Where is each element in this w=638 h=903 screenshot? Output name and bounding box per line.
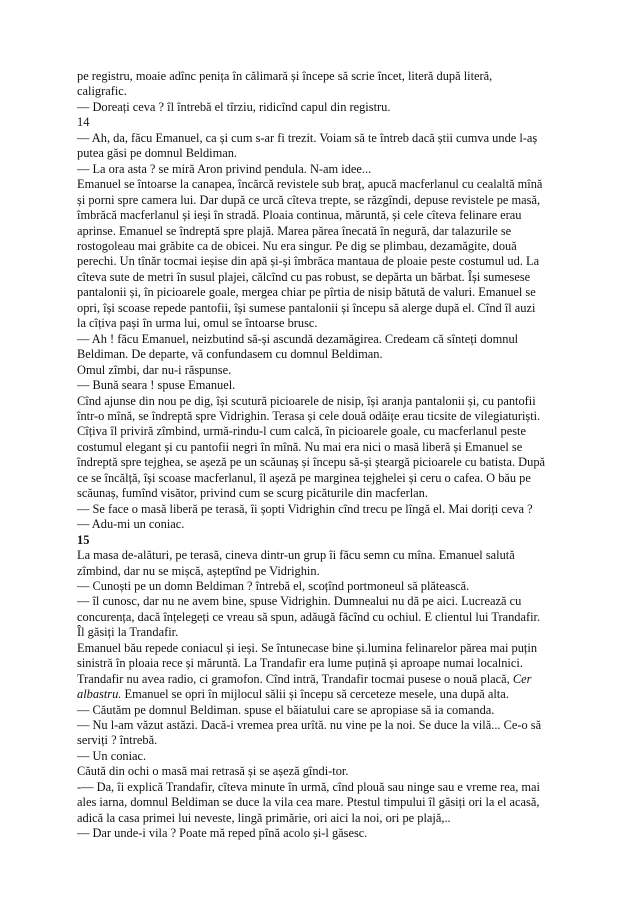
line-text: sinistră în ploaia rece și măruntă. La Trandafir era lume puțină și aproape numai localnici. [77, 656, 523, 671]
line-text: concurența, dacă înțelegeți ce vreau să spun, adăugă făcînd cu ochiul. E clientul lui Trandafir. [77, 609, 541, 624]
text-line [77, 193, 578, 208]
line-text: — îl cunosc, dar nu ne avem bine, spuse Vidrighin. Dumnealui nu dă pe aici. Lucrează cu [77, 594, 522, 609]
line-text: Cîțiva îl priviră zîmbind, urmă-rindu-l cum calcă, în picioarele goale, cu macferlanul peste [77, 424, 526, 439]
text-line [77, 69, 578, 84]
line-text: — Adu-mi un coniac. [77, 517, 185, 532]
italic-title: albastru. [77, 687, 122, 702]
text-line [77, 208, 578, 223]
text-line [77, 826, 578, 841]
line-text: opri, își scoase repede pantofii, își sumese pantalonii și începu să alerge după el. Cînd îl auzi [77, 300, 536, 315]
text-line [77, 254, 578, 269]
chapter-number [77, 533, 578, 548]
text-line [77, 455, 578, 470]
text-line [77, 564, 578, 579]
text-line [77, 285, 578, 300]
line-text: — Se face o masă liberă pe terasă, îi șopti Vidrighin cînd trecu pe lîngă el. Mai doriți ceva ? [77, 501, 533, 516]
line-text: ales iarna, domnul Beldiman se duce la vila cea mare. Ptestul timpului îl găsiți ori la el acasă, [77, 795, 540, 810]
line-text: 15 [77, 532, 90, 547]
text-line [77, 332, 578, 347]
text-line [77, 687, 578, 702]
text-line [77, 486, 578, 501]
line-text: și porni spre camera lui. Dar după ce urcă cîteva trepte, se răzgîndi, depuse revistele pe masă, [77, 192, 541, 207]
line-text: adică la casa primei lui neveste, lingă primărie, ori aici la noi, ori pe plajă,.. [77, 810, 451, 825]
text-line [77, 471, 578, 486]
line-text: într-o mînă, se îndreptă spre Vidrighin. Terasa și cele două odăițe erau ticsite de vilegiaturiști. [77, 408, 541, 423]
line-text: Căută din ochi o masă mai retrasă și se așeză gîndi-tor. [77, 764, 349, 779]
text-line [77, 146, 578, 161]
line-text: — Nu l-am văzut astăzi. Dacă-i vremea prea urîtă. nu vine pe la noi. Se duce la vilă... Ce-o să [77, 718, 542, 733]
text-line [77, 394, 578, 409]
text-line [77, 224, 578, 239]
italic-title: Cer [512, 671, 532, 686]
line-text: Beldiman. De departe, vă confundasem cu domnul Beldiman. [77, 347, 383, 362]
text-line [77, 162, 578, 177]
line-text: — Bună seara ! spuse Emanuel. [77, 378, 236, 393]
line-text: scăunaș, fumînd visător, privind cum se scurg picăturile din macferlan. [77, 486, 428, 501]
line-text: — Doreați ceva ? îl întrebă el tîrziu, ridicînd capul din registru. [77, 99, 391, 114]
line-text: La masa de-alături, pe terasă, cineva dintr-un grup îi făcu semn cu mîna. Emanuel salută [77, 548, 515, 563]
line-text: aprinse. Emanuel se îndreptă spre plajă. Marea părea înecată în negură, dar talazurile se [77, 223, 512, 238]
line-text: serviți ? întrebă. [77, 733, 158, 748]
text-line [77, 764, 578, 779]
text-line [77, 548, 578, 563]
text-line [77, 656, 578, 671]
text-line [77, 703, 578, 718]
text-line [77, 641, 578, 656]
text-line [77, 84, 578, 99]
text-line [77, 270, 578, 285]
text-line [77, 517, 578, 532]
text-line [77, 100, 578, 115]
line-text: 14 [77, 115, 90, 130]
text-line [77, 780, 578, 795]
text-line [77, 363, 578, 378]
text-line [77, 594, 578, 609]
line-text: Omul zîmbi, dar nu-i răspunse. [77, 362, 232, 377]
text-line [77, 579, 578, 594]
text-line [77, 749, 578, 764]
line-text: — Căutăm pe domnul Beldiman. spuse el băiatului care se apropiase să ia comanda. [77, 702, 495, 717]
text-line [77, 131, 578, 146]
line-text: zîmbind, dar nu se mișcă, așteptînd pe Vidrighin. [77, 563, 320, 578]
line-text: Emanuel bău repede coniacul și ieși. Se întunecase bine și.lumina felinarelor părea mai puțin [77, 640, 538, 655]
line-text: caligrafic. [77, 84, 127, 99]
line-text: pe registru, moaie adînc penița în călimară și începe să scrie încet, literă după literă, [77, 69, 493, 83]
text-line [77, 115, 578, 130]
line-text: Îl găsiți la Trandafir. [77, 625, 179, 640]
line-text: rostogoleau mai grăbite ca de obicei. Nu era singur. Pe dig se plimbau, dezamăgite, două [77, 238, 517, 253]
text-line [77, 625, 578, 640]
text-line [77, 672, 578, 687]
text-line [77, 301, 578, 316]
line-text: Emanuel se întoarse la canapea, încărcă revistele sub braț, apucă macferlanul cu cealaltă mînă [77, 177, 543, 192]
line-text: Trandafir nu avea radio, ci gramofon. Cînd intră, Trandafir tocmai pusese o nouă placă, [77, 671, 513, 686]
text-line [77, 733, 578, 748]
line-text: costumul elegant și cu pantofii negri în mînă. Nu mai era nici o masă liberă și Emanuel se [77, 439, 523, 454]
line-text: îmbrăcă macferlanul și ieși în stradă. Ploaia continua, măruntă, și cele cîteva felinare erau [77, 208, 522, 223]
line-text: perechi. Un tînăr tocmai ieșise din apă și-și îmbrăca mantaua de ploaie peste costumul ud. La [77, 254, 540, 269]
text-line [77, 347, 578, 362]
text-line [77, 610, 578, 625]
line-text: — Dar unde-i vila ? Poate mă reped pînă acolo și-l găsesc. [77, 826, 368, 841]
text-line [77, 502, 578, 517]
line-text: — Un coniac. [77, 748, 147, 763]
text-line [77, 424, 578, 439]
line-text: — Cunoști pe un domn Beldiman ? întrebă el, scoțînd portmoneul să plătească. [77, 578, 470, 593]
text-line [77, 378, 578, 393]
line-text: pantalonii și, în picioarele goale, mergea chiar pe pîrtia de nisip bătută de valuri. Emanuel se [77, 285, 536, 300]
line-text: îndreptă spre tejghea, se așeză pe un scăunaș și începu să-și șteargă picioarele cu batista. După [77, 455, 546, 470]
text-line [77, 811, 578, 826]
text-line [77, 316, 578, 331]
line-text: la cîțiva pași în urma lui, omul se întoarse brusc. [77, 316, 318, 331]
text-line [77, 440, 578, 455]
line-text: cîteva sute de metri în susul plajei, călcînd cu pas robust, se depărta un bărbat. Își sumesese [77, 269, 531, 284]
line-text: ce se încălță, își scoase macferlanul, îl așeză pe marginea tejghelei și ceru o cafea. O bău pe [77, 470, 531, 485]
text-line [77, 795, 578, 810]
line-text: Cînd ajunse din nou pe dig, își scutură picioarele de nisip, își aranja pantalonii și, cu pantofii [77, 393, 536, 408]
line-text: — Ah ! făcu Emanuel, neizbutind să-și ascundă dezamăgirea. Credeam că sînteți domnul [77, 331, 519, 346]
line-text: — La ora asta ? se miră Aron privind pendula. N-am idee... [77, 161, 372, 176]
text-line [77, 409, 578, 424]
line-text: putea găsi pe domnul Beldiman. [77, 146, 238, 161]
line-text: -— Da, îi explică Trandafir, cîteva minute în urmă, cînd plouă sau ninge sau e vreme rea, mai [77, 779, 540, 794]
line-text: — Ah, da, făcu Emanuel, ca și cum s-ar fi trezit. Voiam să te întreb dacă știi cumva unde l-aș [77, 130, 538, 145]
text-line [77, 239, 578, 254]
text-line [77, 177, 578, 192]
text-line [77, 718, 578, 733]
line-text-continued: Emanuel se opri în mijlocul sălii și începu să cerceteze mesele, una după alta. [121, 687, 509, 702]
